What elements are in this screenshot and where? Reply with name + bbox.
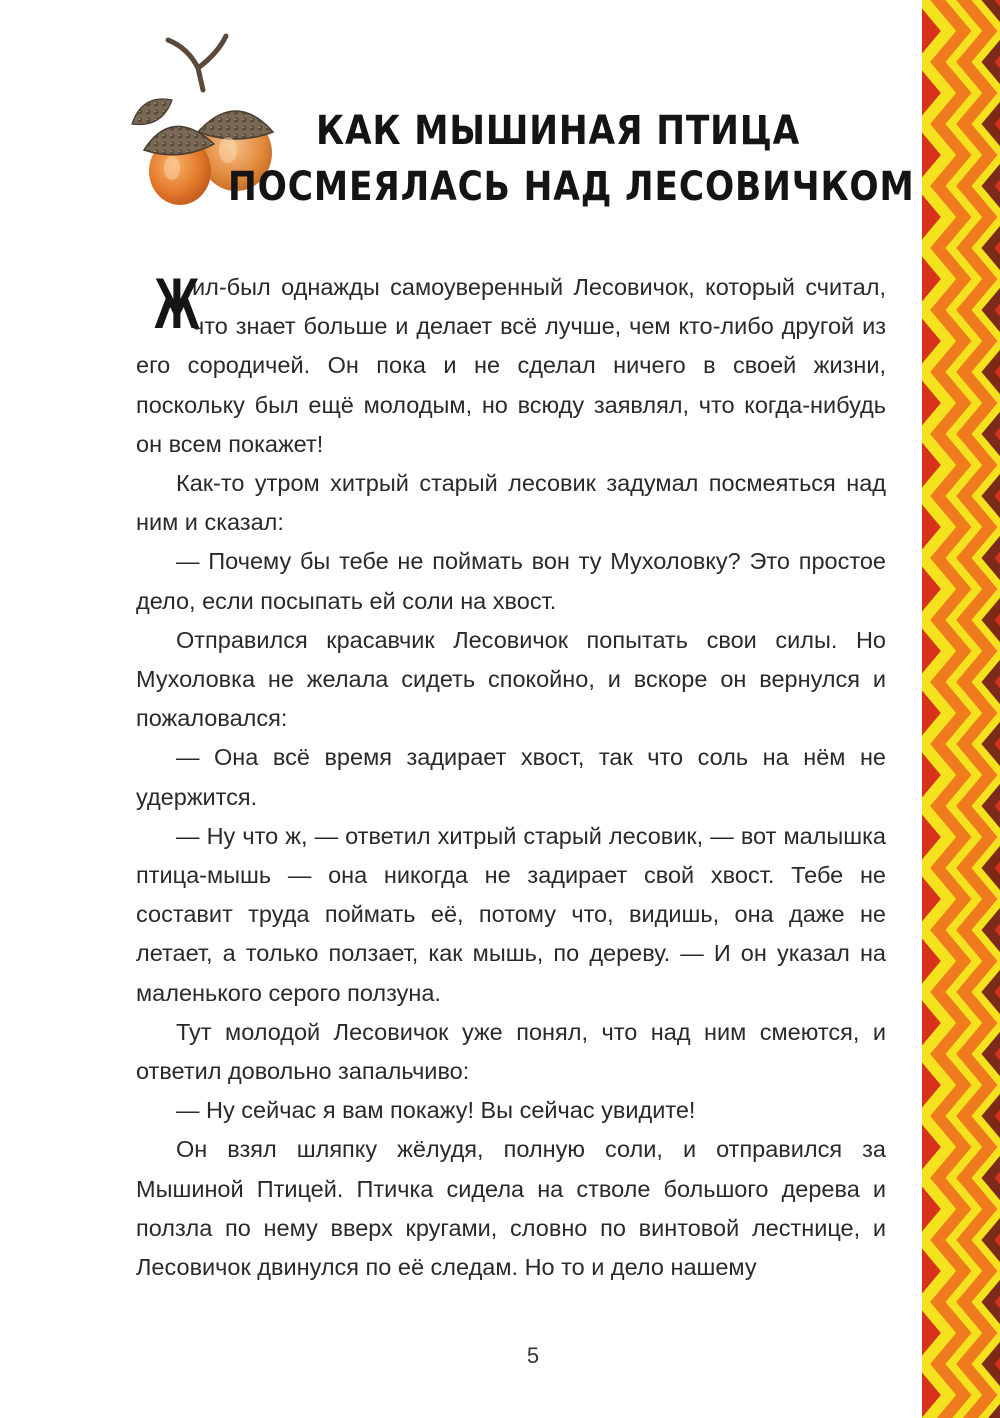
page-number: 5 [526,1343,540,1368]
paragraph-3: — Почему бы тебе не поймать вон ту Мухоловку? Это простое дело, если посыпать ей соли на хвост. [136,548,886,614]
paragraph-7: Тут молодой Лесовичок уже понял, что над ним смеются, и ответил довольно запальчиво: [136,1018,886,1085]
paragraph-4: Отправился красавчик Лесовичок попытать свои силы. Но Мухоловка не желала сидеть спокойно, и вскоре он вернулся и пожаловался: [136,626,886,732]
page-title-line-2: ПОСМЕЯЛАСЬ НАД ЛЕСОВИЧКОМ [228,164,915,210]
paragraph-2: Как-то утром хитрый старый лесовик задумал посмеяться над ним и сказал: [136,470,886,536]
paragraph-5: — Она всё время задирает хвост, так что соль на нём не удержится. [136,744,886,810]
paragraph-8: — Ну сейчас я вам покажу! Вы сейчас увидите! [176,1097,696,1124]
zigzag-border-decoration [922,0,1000,1418]
paragraph-1 [136,268,886,464]
drop-cap: Ж [154,266,200,345]
paragraph-text: ил-был однажды самоуверенный Лесовичок, который считал, что знает больше и делает всё лучше, чем кто-либо другой из его сородичей. Он пока и не сделал ничего в своей жизни, поскольку был ещё молодым, но всюду заявлял, что когда-нибудь он всем покажет! [136,274,886,457]
paragraph-6: — Ну что ж, — ответил хитрый старый лесовик, — вот малышка птица-мышь — она никогда не задирает свой хвост. Тебе не составит труда поймать её, потому что, видишь, она даже не летает, а только ползает, как мышь, по дереву. — И он указал на маленького серого ползуна. [136,822,886,1006]
story-text [136,268,886,1287]
paragraph-9: Он взял шляпку жёлудя, полную соли, и отправился за Мышиной Птицей. Птичка сидела на стволе большого дерева и ползла по нему вверх кругами, словно по винтовой лестнице, и Лесовичок двинулся по её следам. Но то и дело нашему [136,1136,886,1281]
page-title-line-1: КАК МЫШИНАЯ ПТИЦА [316,108,801,154]
